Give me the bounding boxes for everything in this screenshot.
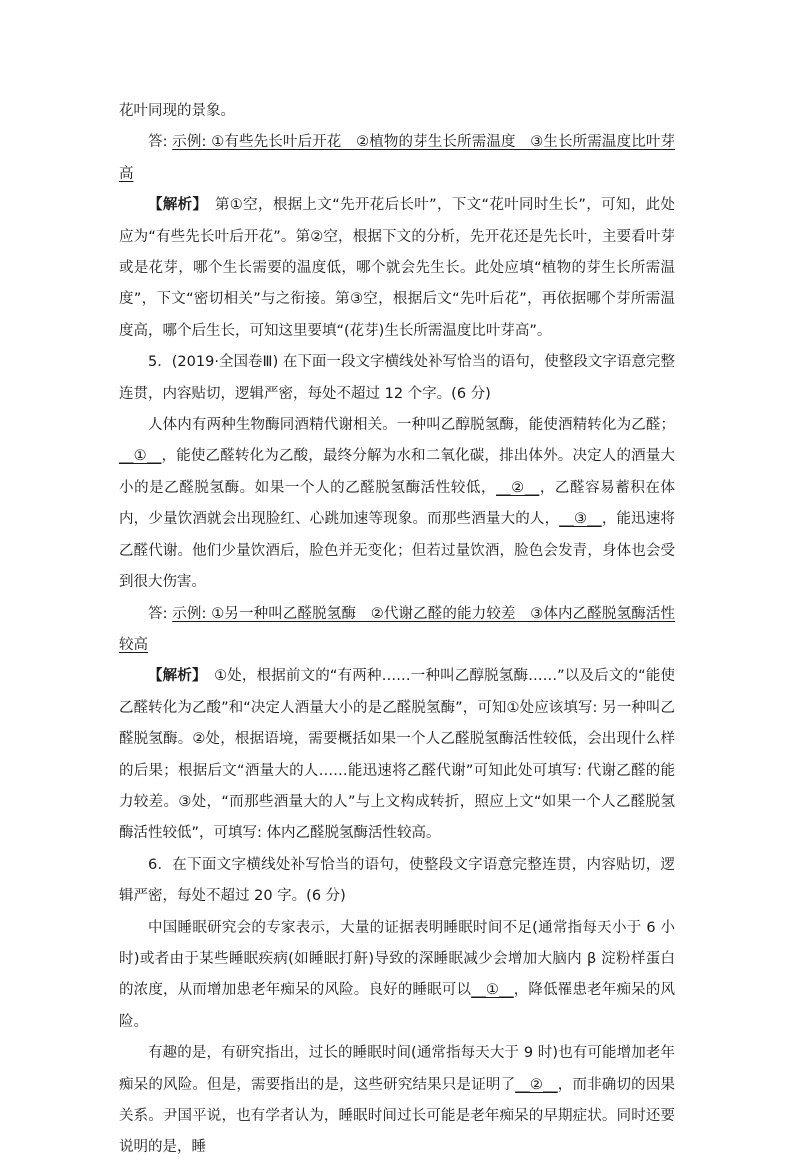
paragraph-p6 — [119, 599, 675, 662]
underlined-text: 示例: ①有些先长叶后开花 ②植物的芽生长所需温度 ③生长所需温度比叶芽高 — [119, 134, 675, 182]
text-run: ，能使乙醛转化为乙酸，最终分解为水和二氧化碳，排出体外。决定人的酒量大小的是乙醛脱氢酶。如果一个人的乙醛脱氢酶活性较低， — [119, 448, 676, 496]
text-run: 5．(2019·全国卷Ⅲ) 在下面一段文字横线处补写恰当的语句，使整段文字语意完整连贯，内容贴切，逻辑严密，每处不超过 12 个字。(6 分) — [119, 354, 675, 402]
text-run: 有趣的是，有研究指出，过长的睡眠时间(通常指每天大于 9 时)也有可能增加老年痴呆的风险。但是，需要指出的是，这些研究结果只是证明了 — [119, 1045, 675, 1093]
paragraph-p5 — [119, 410, 675, 598]
text-run: ，而非确切的因果关系。尹国平说，也有学者认为，睡眠时间过长可能是老年痴呆的早期症状。同时还要说明的是，睡 — [119, 1076, 676, 1156]
underlined-text: __③__ — [559, 511, 602, 528]
paragraph-p9 — [119, 913, 675, 1039]
text-run: 答: — [148, 134, 173, 151]
analysis-label: 【解析】 — [148, 197, 201, 214]
text-run: 答: — [148, 605, 173, 622]
paragraph-p8 — [119, 850, 675, 913]
text-run: ①处，根据前文的“有两种……一种叫乙醇脱氢酶……”以及后文的“能使乙醛转化为乙酸”和“决定人酒量大小的是乙醛脱氢酶”，可知①处应该填写: 另一种叫乙醛脱氢酶。②处，根据语境，需要概括如果一个人乙醛脱氢酶活性较低，会出现什么样的后果；根据后文“酒量大的人……能迅速将乙醛代谢”可知此处可填写: 代谢乙醛的能力较差。③处，“而那些酒量大的人”与上文构成转折，照应上文“如果一个人乙醛脱氢酶活性较低”，可填写: 体内乙醛脱氢酶活性较高。 — [119, 668, 675, 842]
paragraph-p10 — [119, 1038, 675, 1164]
document-page — [119, 96, 675, 1164]
underlined-text: __②__ — [515, 1076, 558, 1093]
paragraph-p1 — [119, 96, 675, 127]
paragraph-p4 — [119, 347, 675, 410]
underlined-text: 示例: ①另一种叫乙醛脱氢酶 ②代谢乙醛的能力较差 ③体内乙醛脱氢酶活性较高 — [119, 605, 675, 653]
paragraph-p3 — [119, 190, 675, 347]
text-run: 6．在下面文字横线处补写恰当的语句，使整段文字语意完整连贯，内容贴切，逻辑严密，每处不超过 20 字。(6 分) — [119, 856, 675, 905]
text-run: 中国睡眠研究会的专家表示，大量的证据表明睡眠时间不足(通常指每天小于 6 小时)或者由于某些睡眠疾病(如睡眠打鼾)导致的深睡眠减少会增加大脑内 β 淀粉样蛋白的浓度，从而增加患老年痴呆的风险。良好的睡眠可以 — [119, 919, 675, 999]
underlined-text: __①__ — [471, 982, 514, 999]
underlined-text: __①__ — [119, 448, 162, 465]
text-run: 人体内有两种生物酶同酒精代谢相关。一种叫乙醇脱氢酶，能使酒精转化为乙醛； — [148, 417, 675, 434]
text-run: ，降低罹患老年痴呆的风险。 — [119, 982, 676, 1030]
analysis-label: 【解析】 — [148, 668, 200, 685]
text-run: ，能迅速将乙醛代谢。他们少量饮酒后，脸色并无变化；但若过量饮酒，脸色会发青，身体也会受到很大伤害。 — [119, 511, 676, 591]
underlined-text: __②__ — [496, 479, 540, 496]
text-run: 第①空，根据上文“先开花后长叶”，下文“花叶同时生长”，可知，此处应为“有些先长叶后开花”。第②空，根据下文的分析，先开花还是先长叶，主要看叶芽或是花芽，哪个生长需要的温度低，哪个就会先生长。此处应填“植物的芽生长所需温度”，下文“密切相关”与之衔接。第③空，根据后文“先叶后花”，再依据哪个芽所需温度高，哪个后生长，可知这里要填“(花芽)生长所需温度比叶芽高”。 — [119, 197, 675, 339]
text-run: 花叶同现的景象。 — [119, 103, 235, 119]
text-run: ，乙醛容易蓄积在体内，少量饮酒就会出现脸红、心跳加速等现象。而那些酒量大的人， — [119, 479, 676, 528]
paragraph-p7 — [119, 661, 675, 849]
paragraph-p2 — [119, 127, 675, 190]
